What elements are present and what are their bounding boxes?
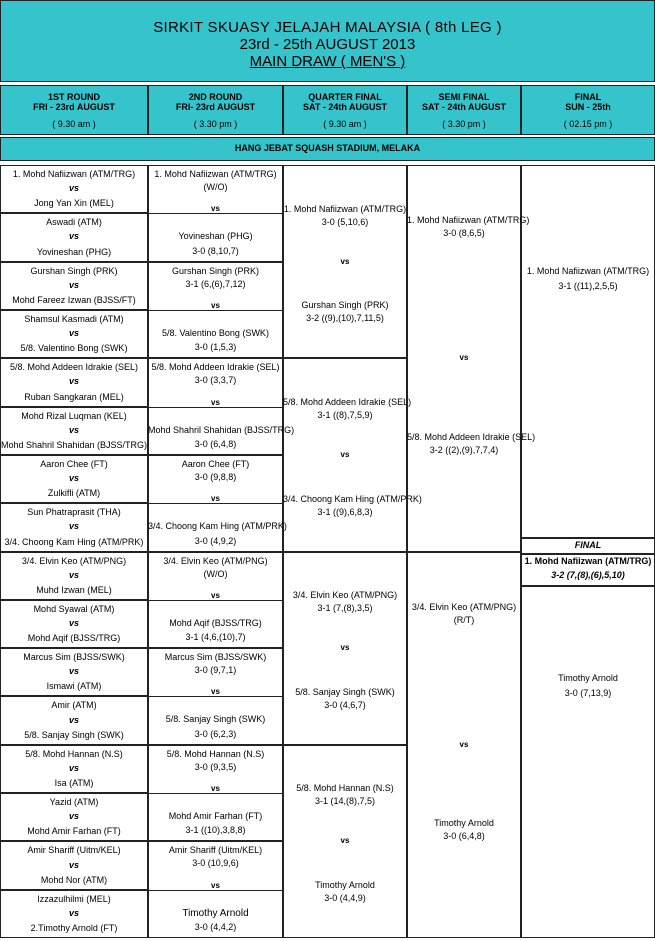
vs-label: vs [68,231,79,242]
player-name: Sun Phatraprasit (THA) [27,507,121,518]
player-name: 5/8. Mohd Hannan (N.S) [166,748,265,759]
player-name: Isa (ATM) [54,778,94,789]
winner-score: 3-2 (7,(8),(6),5,10) [551,569,625,580]
player-name: 1. Mohd Nafiizwan (ATM/TRG) [12,169,136,179]
vs-label: vs [211,494,220,504]
title-line-1: SIRKIT SKUASY JELAJAH MALAYSIA ( 8th LEG ) [153,19,502,36]
match-score: 3-1 (4,6,(10),7) [185,632,246,643]
player-name: Mohd Aqif (BJSS/TRG) [27,633,121,644]
match-score: 3-0 (4,4,9) [324,893,366,904]
match-score: 3-0 (6,4,8) [194,438,237,449]
vs-label: vs [68,521,79,532]
vs-label: vs [340,256,350,266]
player-name: 3/4. Elvin Keo (ATM/PNG) [292,590,398,601]
page-title [0,0,655,82]
match-score: 3-1 ((10),3,8,8) [185,825,246,836]
match-score: 3-0 (4,4,2) [194,922,237,932]
player-name: Timothy Arnold [182,907,249,919]
player-name: 3/4. Elvin Keo (ATM/PNG) [411,601,517,612]
round-header-3 [283,85,407,135]
match-score: 3-0 (1,5,3) [194,342,237,353]
player-name: Timothy Arnold [434,818,494,829]
player-name: Timothy Arnold [315,880,375,891]
vs-label: vs [68,279,79,290]
player-name: Mohd Shahril Shahidan (BJSS/TRG) [0,439,148,450]
vs-label: vs [68,183,79,194]
player-name: 5/8. Mohd Addeen Idrakie (SEL) [283,396,412,407]
round-header-1 [0,85,148,135]
vs-label: vs [68,617,79,628]
player-name: Amir Shariff (Uitm/KEL) [27,845,121,856]
round-header-2 [148,85,283,135]
vs-label: vs [68,569,79,580]
venue-bar [0,137,655,161]
player-name: Mohd Rizal Luqman (KEL) [21,410,127,421]
match-score: 3-0 (5,10,6) [321,216,369,227]
vs-label: vs [211,687,220,697]
player-name: Shamsul Kasmadi (ATM) [24,313,124,324]
round-time: ( 3.30 pm ) [193,119,238,129]
final-label: FINAL [574,539,602,550]
player-name: 3/4. Elvin Keo (ATM/PNG) [21,555,127,566]
winner-name: 1. Mohd Nafiizwan (ATM/TRG) [524,555,652,566]
player-name: 5/8. Sanjay Singh (SWK) [295,686,395,697]
match-score: 3-1 ((9),6,8,3) [317,506,373,517]
match-score: 3-0 (3,3,7) [194,375,237,386]
player-name: Marcus Sim (BJSS/SWK) [164,652,267,663]
round-date: SAT - 24th AUGUST [421,102,506,112]
match-score: 3-0 (10,9,6) [192,858,239,869]
title-line-3: MAIN DRAW ( MEN'S ) [249,53,406,70]
vs-label: vs [459,353,469,363]
player-name: 1. Mohd Nafiizwan (ATM/TRG) [283,203,407,214]
player-name: Gurshan Singh (PRK) [30,265,118,276]
player-name: Zulkifli (ATM) [47,488,101,499]
match-score: 3-0 (4,6,7) [324,699,366,710]
player-name: 5/8. Sanjay Singh (SWK) [165,714,266,725]
player-name: 1. Mohd Nafiizwan (ATM/TRG) [154,169,277,179]
vs-label: vs [340,643,350,653]
player-name: Mohd Shahril Shahidan (BJSS/TRG) [148,424,295,435]
final-top-slot [521,165,655,538]
match-score: 3-0 (6,2,3) [194,728,237,739]
match-score: 3-1 ((8),7,5,9) [317,409,373,420]
player-name: Aaron Chee (FT) [181,458,250,469]
vs-label: vs [68,762,79,773]
player-name: 5/8. Mohd Addeen Idrakie (SEL) [407,431,536,442]
player-name: 5/8. Mohd Addeen Idrakie (SEL) [151,362,280,373]
vs-label: vs [340,836,350,846]
player-name: Yovineshan (PHG) [36,246,112,257]
round-time: ( 3.30 pm ) [442,119,486,129]
round-time: ( 9.30 am ) [323,119,367,129]
player-name: 1. Mohd Nafiizwan (ATM/TRG) [526,266,650,276]
vs-label: vs [68,714,79,725]
player-name: 5/8. Mohd Hannan (N.S) [25,748,123,759]
player-name: Gurshan Singh (PRK) [171,265,260,276]
final-bottom-slot [521,586,655,939]
round-time: ( 02.15 pm ) [563,119,613,129]
match-score: 3-0 (4,9,2) [194,535,237,546]
match-score: 3-0 (6,4,8) [443,831,485,842]
match-score: (R/T) [453,614,475,625]
match-score: (W/O) [203,568,228,579]
player-name: Marcus Sim (BJSS/SWK) [23,652,125,663]
match-score: 3-0 (7,13,9) [564,687,612,698]
player-name: 3/4. Choong Kam Hing (ATM/PRK) [4,536,144,547]
vs-label: vs [211,880,220,890]
player-name: Gurshan Singh (PRK) [301,300,389,311]
title-line-2: 23rd - 25th AUGUST 2013 [239,36,416,53]
round-date: FRI- 23rd AUGUST [175,102,256,112]
player-name: 3/4. Elvin Keo (ATM/PNG) [163,555,268,566]
player-name: Mohd Amir Farhan (FT) [27,826,121,837]
player-name: Aswadi (ATM) [46,217,102,228]
match-score: 3-1 (7,(8),3,5) [317,603,373,614]
match-score: 3-2 ((9),(10),7,11,5) [306,313,384,324]
vs-label: vs [68,376,79,387]
player-name: 5/8. Mohd Addeen Idrakie (SEL) [9,362,139,373]
match-score: 3-0 (9,3,5) [194,761,237,772]
player-name: Jong Yan Xin (MEL) [34,198,114,209]
player-name: 5/8. Valentino Bong (SWK) [20,343,128,354]
round-name: 1ST ROUND [47,92,100,102]
match-score: 3-1 ((11),2,5,5) [558,281,618,291]
round-date: SUN - 25th [565,102,611,112]
match-score: 3-0 (9,7,1) [194,665,237,676]
match-score: 3-0 (8,10,7) [192,245,239,256]
vs-label: vs [68,811,79,822]
round-time: ( 9.30 am ) [52,119,96,129]
vs-label: vs [68,424,79,435]
vs-label: vs [211,204,220,214]
round-header-5 [521,85,655,135]
vs-label: vs [340,449,350,459]
player-name: Mohd Aqif (BJSS/TRG) [169,617,262,628]
vs-label: vs [68,859,79,870]
player-name: Amir (ATM) [51,700,97,711]
player-name: Yovineshan (PHG) [178,231,253,242]
player-name: Mohd Fareez Izwan (BJSS/FT) [12,294,136,305]
bracket [0,163,655,941]
round-name: 2ND ROUND [188,92,243,102]
match-score: 3-1 (14,(8),7,5) [314,796,376,807]
player-name: Mohd Nor (ATM) [40,874,108,885]
player-name: 2.Timothy Arnold (FT) [30,923,118,933]
round-name: FINAL [574,92,602,102]
player-name: 5/8. Sanjay Singh (SWK) [24,729,124,740]
vs-label: vs [211,784,220,794]
player-name: Aaron Chee (FT) [40,458,108,469]
vs-label: vs [68,907,79,918]
player-name: 3/4. Choong Kam Hing (ATM/PRK) [283,493,422,504]
round-header-4 [407,85,521,135]
player-name: Amir Shariff (Uitm/KEL) [168,845,263,856]
player-name: Muhd Izwan (MEL) [36,584,112,595]
round-date: SAT - 24th AUGUST [302,102,387,112]
match-score: 3-0 (8,6,5) [443,228,485,239]
player-name: 5/8. Mohd Hannan (N.S) [296,783,394,794]
player-name: 1. Mohd Nafiizwan (ATM/TRG) [407,215,530,226]
player-name: Timothy Arnold [558,672,618,683]
player-name: 3/4. Choong Kam Hing (ATM/PRK) [148,521,287,532]
player-name: Ismawi (ATM) [46,681,102,692]
vs-label: vs [68,328,79,339]
match-score: 3-1 (6,(6),7,12) [185,278,246,289]
match-score: 3-2 ((2),(9),7,7,4) [429,444,499,455]
vs-label: vs [68,473,79,484]
vs-label: vs [211,300,220,310]
vs-label: vs [68,666,79,677]
player-name: Mohd Syawal (ATM) [33,603,115,614]
round-date: FRI - 23rd AUGUST [33,102,115,112]
vs-label: vs [459,739,469,749]
venue-label: HANG JEBAT SQUASH STADIUM, MELAKA [234,143,421,153]
player-name: Izzazulhilmi (MEL) [37,893,111,904]
player-name: Ruban Sangkaran (MEL) [24,391,124,402]
vs-label: vs [211,397,220,407]
round-name: QUARTER FINAL [308,92,382,102]
player-name: 5/8. Valentino Bong (SWK) [162,327,269,338]
match-score: (W/O) [203,182,228,192]
round-name: SEMI FINAL [438,92,490,102]
player-name: Yazid (ATM) [49,797,99,808]
vs-label: vs [211,590,220,600]
player-name: Mohd Amir Farhan (FT) [168,811,263,822]
match-score: 3-0 (9,8,8) [194,471,237,482]
